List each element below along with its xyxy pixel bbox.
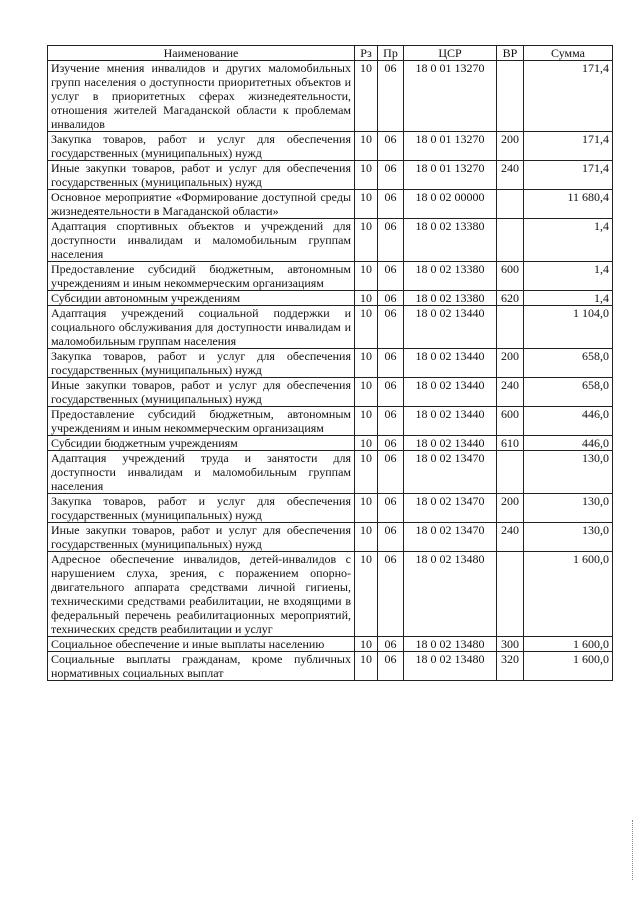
cell-vr <box>497 190 524 219</box>
cell-csr: 18 0 02 13380 <box>404 262 497 291</box>
cell-rz: 10 <box>355 306 378 349</box>
table-row <box>48 436 613 451</box>
header-sum: Сумма <box>524 46 613 61</box>
cell-vr <box>497 61 524 132</box>
cell-csr: 18 0 01 13270 <box>404 61 497 132</box>
cell-vr: 300 <box>497 637 524 652</box>
cell-vr: 600 <box>497 407 524 436</box>
cell-sum: 1,4 <box>524 291 613 306</box>
table-row <box>48 407 613 436</box>
cell-pr: 06 <box>378 637 404 652</box>
cell-pr: 06 <box>378 161 404 190</box>
cell-sum: 11 680,4 <box>524 190 613 219</box>
cell-csr: 18 0 02 13470 <box>404 451 497 494</box>
table-row <box>48 552 613 637</box>
cell-pr: 06 <box>378 523 404 552</box>
cell-csr: 18 0 02 13440 <box>404 378 497 407</box>
table-row <box>48 262 613 291</box>
cell-name: Закупка товаров, работ и услуг для обеспечения государственных (муниципальных) нужд <box>48 494 355 523</box>
cell-csr: 18 0 02 13470 <box>404 523 497 552</box>
cell-sum: 1 104,0 <box>524 306 613 349</box>
cell-pr: 06 <box>378 132 404 161</box>
cell-csr: 18 0 02 13440 <box>404 436 497 451</box>
cell-vr: 620 <box>497 291 524 306</box>
cell-csr: 18 0 02 13440 <box>404 306 497 349</box>
cell-csr: 18 0 02 13470 <box>404 494 497 523</box>
cell-name: Основное мероприятие «Формирование доступной среды жизнедеятельности в Магаданской области» <box>48 190 355 219</box>
cell-name: Адресное обеспечение инвалидов, детей-инвалидов с нарушением слуха, зрения, с поражением опорно-двигательного аппарата средствами личной гигиены, техническими средствами реабилитации, не входящими в федеральный перечень реабилитационных мероприятий, технических средств реабилитации и услуг <box>48 552 355 637</box>
cell-rz: 10 <box>355 451 378 494</box>
cell-sum: 130,0 <box>524 494 613 523</box>
header-pr: Пр <box>378 46 404 61</box>
cell-sum: 171,4 <box>524 161 613 190</box>
cell-vr <box>497 306 524 349</box>
cell-name: Иные закупки товаров, работ и услуг для обеспечения государственных (муниципальных) нужд <box>48 523 355 552</box>
cell-name: Субсидии бюджетным учреждениям <box>48 436 355 451</box>
cell-rz: 10 <box>355 436 378 451</box>
cell-name: Адаптация спортивных объектов и учреждений для доступности инвалидам и маломобильным группам населения <box>48 219 355 262</box>
cell-csr: 18 0 02 13480 <box>404 637 497 652</box>
cell-rz: 10 <box>355 494 378 523</box>
cell-sum: 658,0 <box>524 378 613 407</box>
cell-sum: 130,0 <box>524 523 613 552</box>
cell-sum: 658,0 <box>524 349 613 378</box>
cell-name: Адаптация учреждений социальной поддержки и социального обслуживания для доступности инвалидам и маломобильным группам населения <box>48 306 355 349</box>
header-csr: ЦСР <box>404 46 497 61</box>
cell-sum: 1 600,0 <box>524 552 613 637</box>
cell-name: Иные закупки товаров, работ и услуг для обеспечения государственных (муниципальных) нужд <box>48 378 355 407</box>
cell-sum: 1,4 <box>524 219 613 262</box>
table-row <box>48 652 613 681</box>
cell-csr: 18 0 02 13480 <box>404 652 497 681</box>
header-rz: Рз <box>355 46 378 61</box>
cell-rz: 10 <box>355 219 378 262</box>
cell-pr: 06 <box>378 291 404 306</box>
cell-pr: 06 <box>378 306 404 349</box>
cell-rz: 10 <box>355 407 378 436</box>
page-edge-mark <box>632 820 634 880</box>
cell-csr: 18 0 02 13380 <box>404 219 497 262</box>
cell-pr: 06 <box>378 61 404 132</box>
cell-vr: 240 <box>497 523 524 552</box>
cell-name: Предоставление субсидий бюджетным, автономным учреждениям и иным некоммерческим организациям <box>48 262 355 291</box>
table-row <box>48 637 613 652</box>
cell-pr: 06 <box>378 552 404 637</box>
cell-vr: 240 <box>497 378 524 407</box>
cell-pr: 06 <box>378 349 404 378</box>
table-row <box>48 494 613 523</box>
table-row <box>48 190 613 219</box>
cell-csr: 18 0 02 13380 <box>404 291 497 306</box>
cell-rz: 10 <box>355 552 378 637</box>
table-row <box>48 451 613 494</box>
cell-pr: 06 <box>378 652 404 681</box>
cell-pr: 06 <box>378 407 404 436</box>
cell-sum: 130,0 <box>524 451 613 494</box>
cell-name: Субсидии автономным учреждениям <box>48 291 355 306</box>
cell-pr: 06 <box>378 436 404 451</box>
cell-vr: 200 <box>497 132 524 161</box>
cell-rz: 10 <box>355 637 378 652</box>
cell-rz: 10 <box>355 378 378 407</box>
cell-name: Иные закупки товаров, работ и услуг для обеспечения государственных (муниципальных) нужд <box>48 161 355 190</box>
cell-name: Изучение мнения инвалидов и других маломобильных групп населения о доступности приоритетных объектов и услуг в приоритетных сферах жизнедеятельности, отношения жителей Магаданской области к проблемам инвалидов <box>48 61 355 132</box>
cell-sum: 1 600,0 <box>524 652 613 681</box>
cell-csr: 18 0 02 13440 <box>404 349 497 378</box>
cell-rz: 10 <box>355 291 378 306</box>
cell-rz: 10 <box>355 652 378 681</box>
cell-name: Закупка товаров, работ и услуг для обеспечения государственных (муниципальных) нужд <box>48 132 355 161</box>
cell-sum: 1,4 <box>524 262 613 291</box>
cell-rz: 10 <box>355 161 378 190</box>
cell-pr: 06 <box>378 190 404 219</box>
cell-rz: 10 <box>355 190 378 219</box>
table-row <box>48 291 613 306</box>
cell-sum: 446,0 <box>524 436 613 451</box>
cell-vr: 200 <box>497 494 524 523</box>
cell-rz: 10 <box>355 61 378 132</box>
table-row <box>48 161 613 190</box>
cell-rz: 10 <box>355 349 378 378</box>
cell-csr: 18 0 01 13270 <box>404 161 497 190</box>
cell-pr: 06 <box>378 262 404 291</box>
table-row <box>48 523 613 552</box>
cell-name: Социальное обеспечение и иные выплаты населению <box>48 637 355 652</box>
cell-vr <box>497 219 524 262</box>
cell-name: Закупка товаров, работ и услуг для обеспечения государственных (муниципальных) нужд <box>48 349 355 378</box>
cell-vr: 200 <box>497 349 524 378</box>
budget-table <box>47 45 613 681</box>
table-row <box>48 349 613 378</box>
cell-pr: 06 <box>378 494 404 523</box>
cell-csr: 18 0 01 13270 <box>404 132 497 161</box>
cell-csr: 18 0 02 00000 <box>404 190 497 219</box>
table-row <box>48 306 613 349</box>
cell-sum: 171,4 <box>524 61 613 132</box>
table-row <box>48 61 613 132</box>
table-row <box>48 219 613 262</box>
cell-name: Социальные выплаты гражданам, кроме публичных нормативных социальных выплат <box>48 652 355 681</box>
cell-sum: 1 600,0 <box>524 637 613 652</box>
cell-vr: 610 <box>497 436 524 451</box>
cell-pr: 06 <box>378 378 404 407</box>
cell-name: Адаптация учреждений труда и занятости для доступности инвалидам и маломобильным группам населения <box>48 451 355 494</box>
cell-rz: 10 <box>355 132 378 161</box>
cell-vr: 600 <box>497 262 524 291</box>
cell-vr <box>497 451 524 494</box>
cell-vr <box>497 552 524 637</box>
cell-vr: 240 <box>497 161 524 190</box>
header-row <box>48 46 613 61</box>
cell-name: Предоставление субсидий бюджетным, автономным учреждениям и иным некоммерческим организациям <box>48 407 355 436</box>
table-row <box>48 132 613 161</box>
cell-rz: 10 <box>355 523 378 552</box>
cell-vr: 320 <box>497 652 524 681</box>
cell-csr: 18 0 02 13480 <box>404 552 497 637</box>
table-row <box>48 378 613 407</box>
header-vr: ВР <box>497 46 524 61</box>
cell-pr: 06 <box>378 219 404 262</box>
cell-rz: 10 <box>355 262 378 291</box>
cell-sum: 171,4 <box>524 132 613 161</box>
cell-pr: 06 <box>378 451 404 494</box>
cell-sum: 446,0 <box>524 407 613 436</box>
header-name: Наименование <box>48 46 355 61</box>
cell-csr: 18 0 02 13440 <box>404 407 497 436</box>
